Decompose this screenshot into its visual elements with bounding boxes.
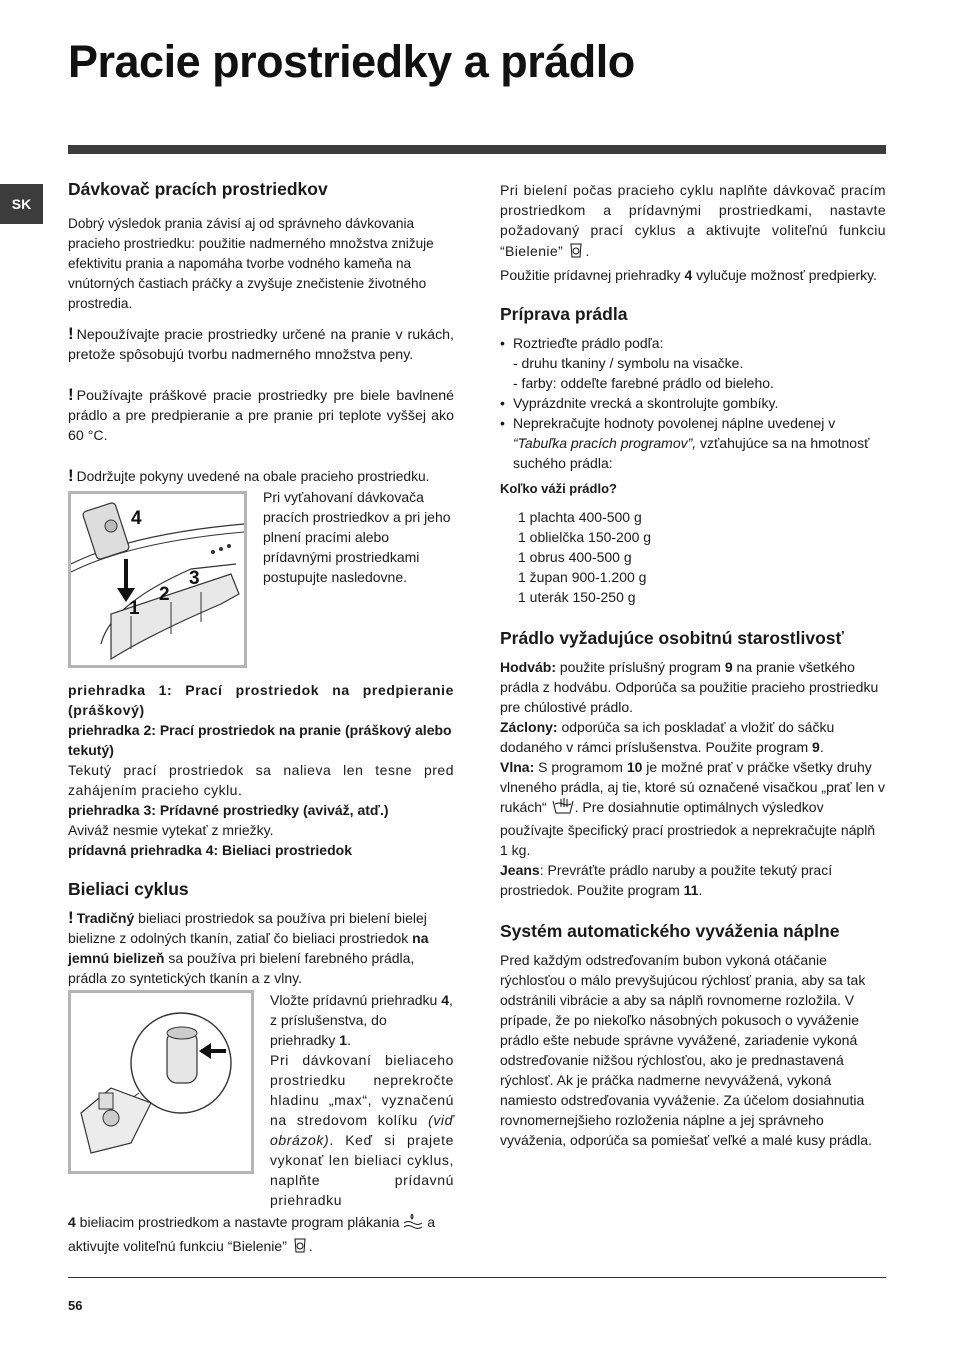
- compartment-2-note: Tekutý prací prostriedok sa nalieva len tesne pred zahájením pracieho cyklu.: [68, 762, 454, 798]
- dispenser-illustration: [68, 491, 247, 668]
- bleach-function-icon: [567, 240, 585, 265]
- page-title: Pracie prostriedky a prádlo: [68, 36, 635, 87]
- fig-label-3: 3: [189, 568, 200, 589]
- fig-label-4: 4: [131, 508, 142, 529]
- dispenser-drawing: [71, 494, 244, 665]
- bleach-figure-row: [68, 990, 454, 1210]
- weight-item: 1 župan 900-1.200 g: [518, 569, 647, 585]
- special-care-heading: Prádlo vyžadujúce osobitnú starostlivosť: [500, 628, 844, 648]
- warning-1: ! Nepoužívajte pracie prostriedky určené na pranie v rukách, pretože spôsobujú tvorbu nadmerného množstva peny.: [68, 324, 454, 363]
- list-item: • Vyprázdnite vrecká a skontrolujte gombíky.: [500, 393, 886, 413]
- left-column: [68, 178, 454, 1260]
- compartment-4: prídavná priehradka 4: Bieliaci prostriedok: [68, 842, 352, 858]
- prep-heading: Príprava prádla: [500, 304, 628, 324]
- language-tab: SK: [0, 184, 43, 224]
- warning-3: ! Dodržujte pokyny uvedené na obale pracieho prostriedku.: [68, 466, 430, 485]
- compartment-1: priehradka 1: Prací prostriedok na predpieranie (práškový): [68, 682, 454, 718]
- hand-wash-icon: [551, 797, 575, 820]
- compartment-3: priehradka 3: Prídavné prostriedky (aviváž, atď.): [68, 802, 389, 818]
- page-number: 56: [68, 1298, 83, 1313]
- list-item: • Roztrieďte prádlo podľa: - druhu tkaniny / symbolu na visačke. - farby: oddeľte farebné prádlo od bieleho.: [500, 333, 886, 393]
- dispenser-heading: Dávkovač pracích prostriedkov: [68, 179, 328, 199]
- weight-item: 1 obrus 400-500 g: [518, 549, 632, 565]
- extra-compartment-note: Použitie prídavnej priehradky 4 vylučuje možnosť predpierky.: [500, 267, 877, 283]
- bleach-during-wash: Pri bielení počas pracieho cyklu naplňte dávkovač pracím prostriedkom a prídavnými prostriedkami, nastavte požadovaný prací cyklus a aktivujte voliteľnú funkciu “Bielenie” .: [500, 180, 886, 265]
- compartment-3-note: Aviváž nesmie vytekať z mriežky.: [68, 822, 274, 838]
- dispenser-figure-text: Pri vyťahovaní dávkovača pracích prostriedkov a pri jeho plnení pracími alebo prídavnými prostriedkami postupujte nasledovne.: [263, 489, 451, 585]
- list-item: • Neprekračujte hodnoty povolenej náplne uvedenej v “Tabuľka pracích programov”, vzťahujúce sa na hmotnosť suchého prádla:: [500, 413, 886, 473]
- dispenser-figure-row: [68, 487, 454, 668]
- bleach-illustration: [68, 990, 254, 1174]
- weight-item: 1 uterák 150-250 g: [518, 589, 636, 605]
- warning-icon: !: [68, 466, 74, 485]
- weights-list: [500, 507, 886, 607]
- prep-list: [500, 333, 886, 473]
- warning-icon: !: [68, 324, 74, 343]
- bleach-intro: ! Tradičný bieliaci prostriedok sa používa pri bielení bielej bielizne z odolných tkanín, zatiaľ čo bieliaci prostriedok na jemnú bielizeň sa používa pri bielení farebného prádla, prádla zo syntetických tkanín a z vlny.: [68, 908, 429, 986]
- bleach-function-icon: [291, 1235, 309, 1260]
- bleach-figure-text: Vložte prídavnú priehradku 4, z príslušenstva, do priehradky 1. Pri dávkovaní bieliaceho prostriedku neprekročte hladinu „max“, vyznačenú na stredovom kolíku (viď obrázok). Keď si prajete vykonať len bieliaci cyklus, naplňte prídavnú priehradku: [270, 992, 454, 1208]
- dispenser-intro: Dobrý výsledok prania závisí aj od správneho dávkovania pracieho prostriedku: použitie nadmerného množstva znižuje efektivitu prania a napomáha tvorbe vodného kameňa na vnútorných častiach práčky a zvyšuje znečistenie životného prostredia.: [68, 216, 434, 311]
- right-column: [500, 180, 886, 1150]
- weight-item: 1 plachta 400-500 g: [518, 509, 642, 525]
- title-divider: [68, 145, 886, 154]
- bleach-drawing: [71, 993, 251, 1171]
- rinse-icon: [403, 1212, 423, 1235]
- balance-text: Pred každým odstreďovaním bubon vykoná otáčanie rýchlosťou o málo prevyšujúcou rýchlosť prania, aby sa tak odstránili vibrácie a aby sa náplň rovnomerne rozložila. V prípade, že po niekoľko násobných pokusoch o vyváženie prádlo ešte nebude správne vyvážené, zariadenie vykoná odstreďovanie nižšou rýchlosťou, ako je prednastavená rýchlosť. Ak je práčka nadmerne nevyvážená, vykoná namiesto odstreďovania vyváženie. Za účelom dosiahnutia rovnomernejšieho rozloženia náplne a jej správneho vyváženia, odporúča sa pomiešať veľké a malé kusy prádla.: [500, 952, 872, 1148]
- weight-item: 1 oblielčka 150-200 g: [518, 529, 652, 545]
- footer-divider: [68, 1277, 886, 1278]
- compartment-2: priehradka 2: Prací prostriedok na pranie (práškový alebo tekutý): [68, 722, 452, 758]
- warning-icon: !: [68, 385, 74, 404]
- special-care-text: Hodváb: použite príslušný program 9 na pranie všetkého prádla z hodvábu. Odporúča sa použitie pracieho prostriedku pre chúlostivé prádlo. Záclony: odporúča sa ich poskladať a vložiť do sáčku dodaného v rámci príslušenstva. Použite program 9. Vlna: S programom 10 je možné prať v práčke všetky druhy vlneného prádla, aj tie, ktoré sú označené visačkou „prať len v rukách“ . Pre dosiahnutie optimálnych výsledkov používajte špecifický prací prostriedok a neprekračujte náplň 1 kg. Jeans: Prevráťte prádlo naruby a použite tekutý prací prostriedok. Použite program 11.: [500, 659, 886, 898]
- warning-icon: !: [68, 908, 74, 927]
- warning-2: ! Používajte práškové pracie prostriedky pre biele bavlnené prádlo a pre predpieranie a pre pranie pri teplote vyššej ako 60 °C.: [68, 385, 454, 444]
- bleach-only-instructions: 4 bieliacim prostriedkom a nastavte program plákania a aktivujte voliteľnú funkciu “Bielenie” .: [68, 1212, 454, 1260]
- weights-heading: Koľko váži prádlo?: [500, 481, 617, 496]
- balance-heading: Systém automatického vyváženia náplne: [500, 921, 840, 941]
- bleach-heading: Bieliaci cyklus: [68, 879, 189, 899]
- fig-label-1: 1: [129, 598, 140, 619]
- fig-label-2: 2: [159, 584, 170, 605]
